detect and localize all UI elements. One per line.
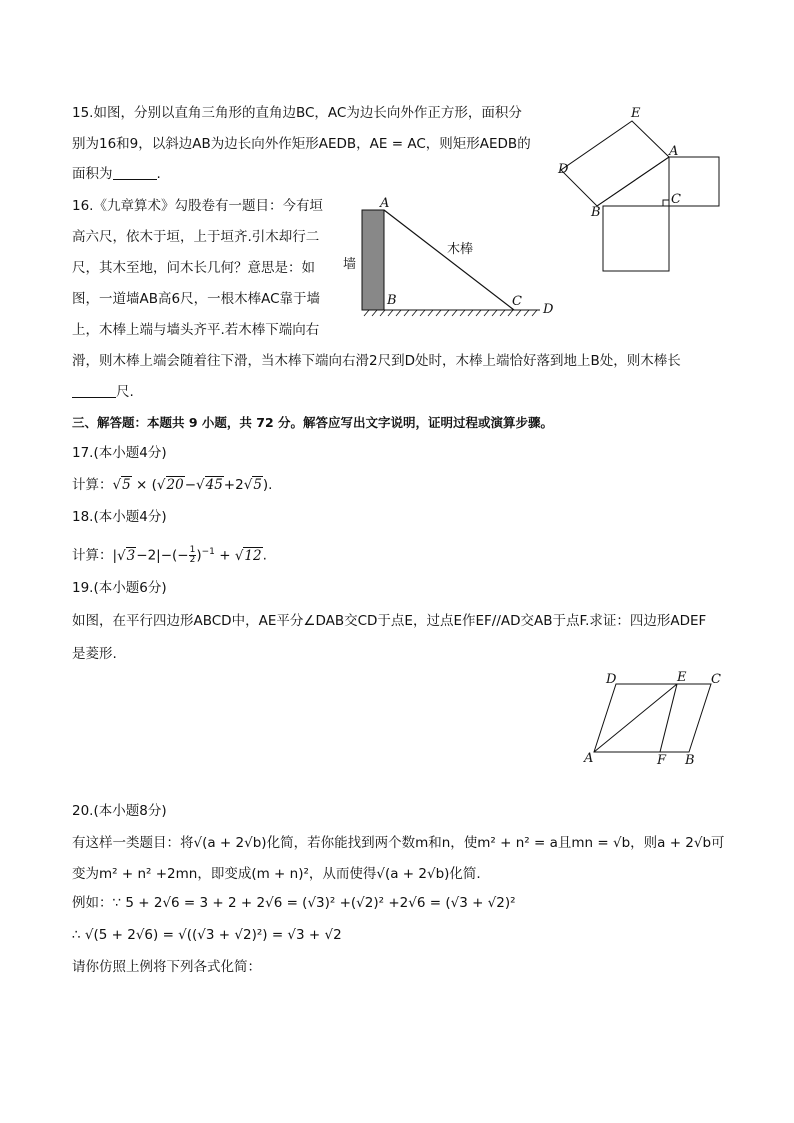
q17-expression: 计算：√5 × (√20−√45+2√5). [72, 477, 273, 493]
q20-line-3: 例如：∵ 5 + 2√6 = 3 + 2 + 2√6 = (√3)² +(√2)² +2√6 = (√3 + √2)² [72, 895, 516, 911]
q18-radicand-2: 12 [244, 547, 262, 564]
q18-close-paren: ) [196, 547, 202, 564]
q16-line-4: 图，一道墙AB高6尺，一根木棒AC靠于墙 [72, 291, 321, 307]
q20-line-2: 变为m² + n² +2mn，即变成(m + n)²，从而使得√(a + 2√b)化简. [72, 866, 481, 882]
q18-exponent: −1 [201, 547, 215, 557]
q18-abs-open: | [112, 547, 118, 564]
label-A: A [584, 751, 594, 766]
q17-open-paren: ( [151, 477, 157, 493]
q17-radicand-1: 5 [122, 477, 131, 493]
q17-times: × [136, 477, 148, 493]
q18-fraction: $\frac{1}{2}$ [189, 545, 196, 565]
q15-line-1: 15.如图，分别以直角三角形的直角边BC，AC为边长向外作正方形，面积分 [72, 105, 522, 121]
label-C: C [711, 672, 721, 687]
q18-header: 18.(本小题4分) [72, 509, 167, 525]
label-C: C [671, 192, 681, 207]
label-A: A [669, 144, 679, 159]
q15-line-2: 别为16和9，以斜边AB为边长向外作矩形AEDB，AE = AC，则矩形AEDB的 [72, 136, 531, 152]
q17-plus-two: +2 [223, 477, 244, 493]
segment-AE [594, 684, 677, 752]
q18-expression: 计算：|√3−2|−(− $\frac{1}{2}$ )$^{-1}$ + √12. [72, 545, 267, 565]
q18-end: . [262, 547, 267, 564]
q17-prefix: 计算： [72, 477, 113, 493]
q16-line-6: 滑，则木棒上端会随着往下滑，当木棒下端向右滑2尺到D处时，木棒上端恰好落到地上B处，则木棒长 [72, 353, 681, 369]
wall-label: 墙 [343, 257, 357, 272]
q19-line-1: 如图，在平行四边形ABCD中，AE平分∠DAB交CD于点E，过点E作EF//AD交AB于点F.求证：四边形ADEF [72, 613, 707, 629]
q17-radicand-4: 5 [253, 477, 262, 493]
segment-EF [660, 684, 677, 752]
q18-middle: −2|−(− [136, 547, 189, 564]
q17-radicand-3: 45 [205, 477, 223, 493]
q17-header: 17.(本小题4分) [72, 445, 167, 461]
q20-line-4: ∴ √(5 + 2√6) = √((√3 + √2)²) = √3 + √2 [72, 927, 342, 943]
q16-answer-suffix: 尺. [116, 384, 134, 400]
q16-line-2: 高六尺，依木于垣，上于垣齐.引木却行二 [72, 229, 320, 245]
q16-line-5: 上，木棒上端与墙头齐平.若木棒下端向右 [72, 322, 320, 338]
q17-close: ). [262, 477, 273, 493]
q15-answer-suffix: . [156, 166, 161, 182]
q18-radicand-1: 3 [126, 547, 136, 564]
label-B: B [591, 205, 601, 220]
stick-label: 木棒 [447, 242, 474, 257]
q16-line-1: 16.《九章算术》勾股卷有一题目：今有垣 [72, 198, 323, 214]
label-D: D [558, 162, 569, 177]
label-B: B [387, 293, 397, 308]
q17-minus: − [184, 477, 196, 493]
label-F: F [657, 753, 667, 768]
q20-line-1: 有这样一类题目：将√(a + 2√b)化简，若你能找到两个数m和n，使m² + n² = a且mn = √b，则a + 2√b可 [72, 835, 725, 851]
parallelogram-ABCD [594, 684, 711, 752]
q17-radicand-2: 20 [166, 477, 184, 493]
label-D: D [606, 672, 617, 687]
label-E: E [677, 670, 687, 685]
q20-line-5: 请你仿照上例将下列各式化简： [72, 959, 261, 975]
q19-header: 19.(本小题6分) [72, 580, 167, 596]
q18-plus: + [214, 547, 235, 564]
q16-line-3: 尺，其木至地，问木长几何？意思是：如 [72, 260, 315, 276]
q18-prefix: 计算： [72, 547, 113, 564]
label-C: C [512, 294, 522, 309]
label-E: E [631, 106, 641, 121]
q15-answer-prefix: 面积为 [72, 166, 113, 182]
section-3-heading: 三、解答题：本题共 9 小题，共 72 分。解答应写出文字说明，证明过程或演算步骤。 [72, 415, 554, 430]
q20-header: 20.(本小题8分) [72, 803, 167, 819]
label-B: B [685, 753, 695, 768]
label-D: D [543, 302, 554, 317]
q19-line-2: 是菱形. [72, 646, 117, 662]
label-A: A [380, 196, 390, 211]
